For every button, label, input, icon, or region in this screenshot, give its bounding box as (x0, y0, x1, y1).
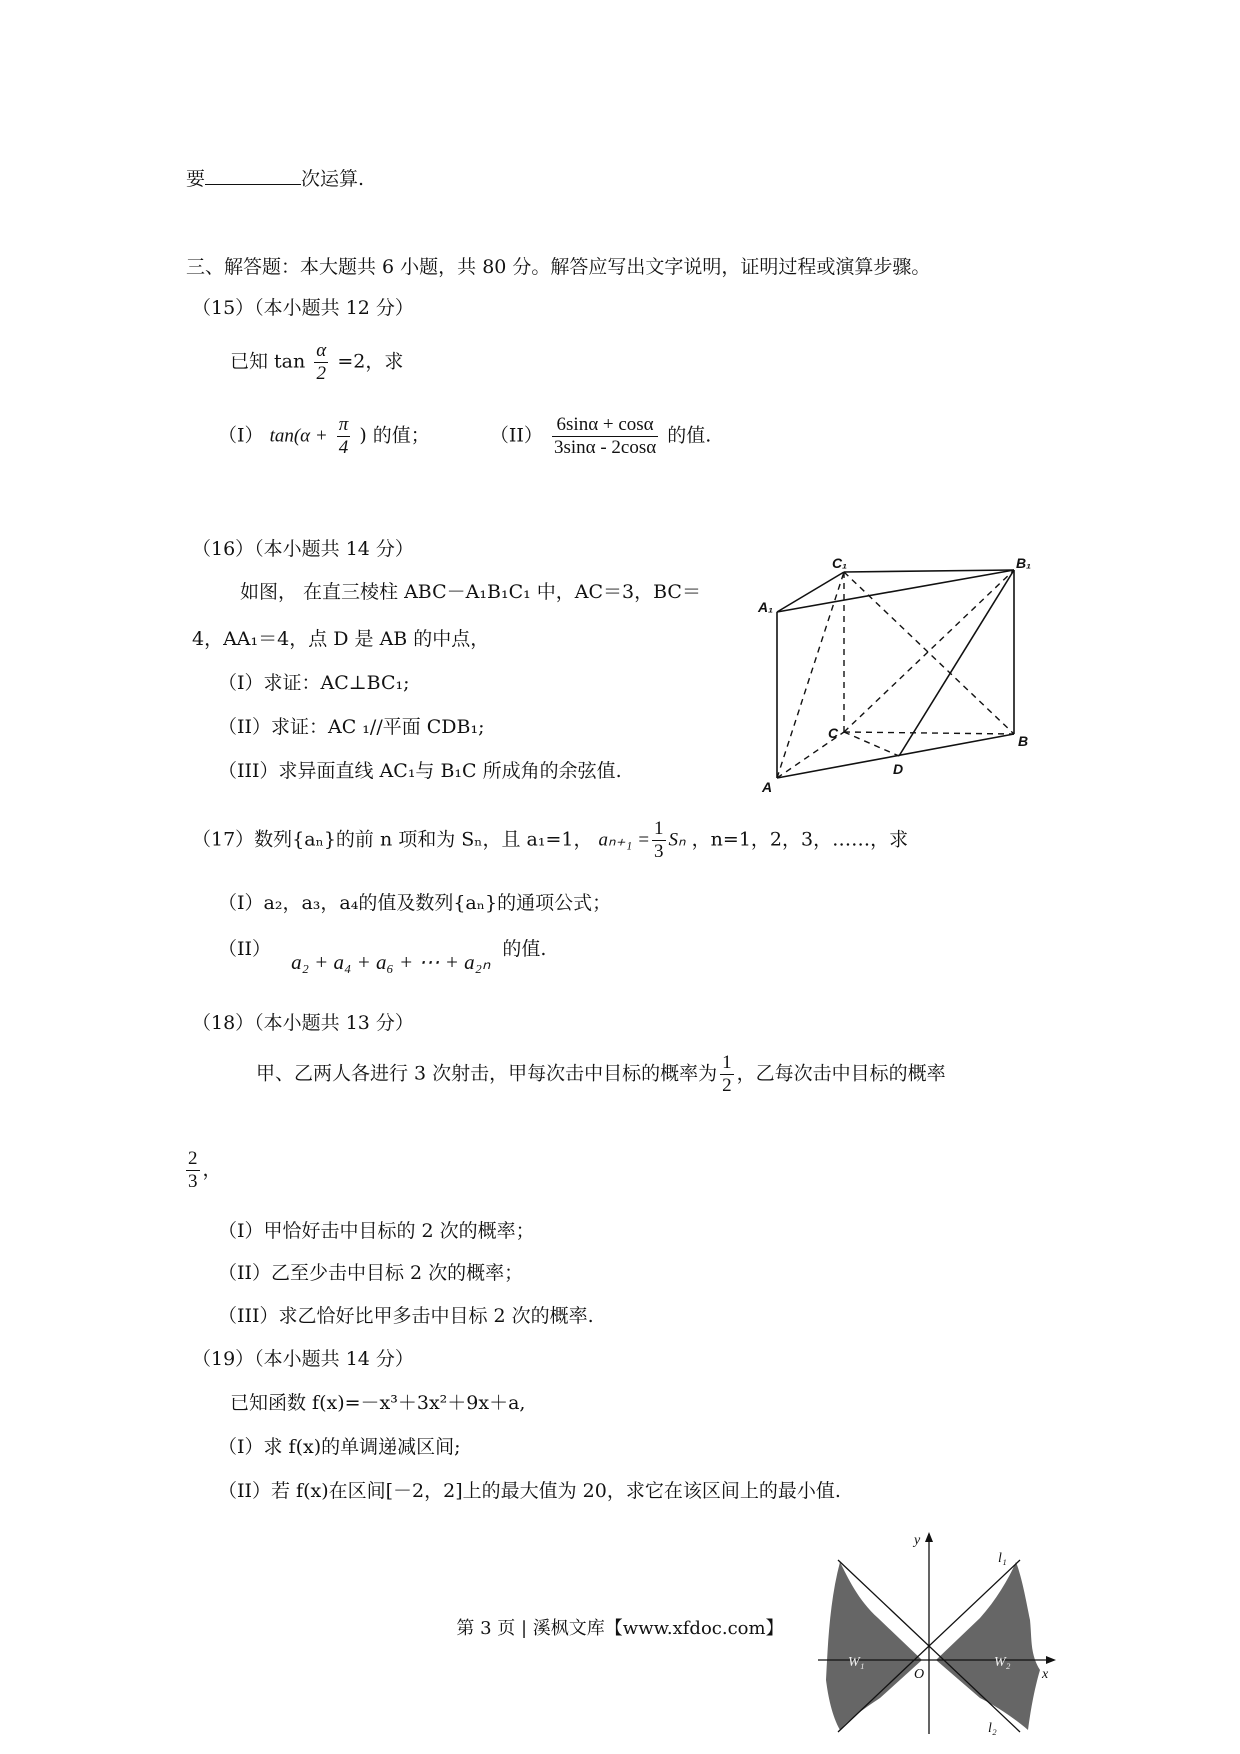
top-prefix: 要 (186, 168, 206, 190)
q17-line-pre: （17）数列{aₙ}的前 n 项和为 Sₙ，且 a₁=1， (192, 828, 593, 851)
edge-c1b1 (844, 570, 1014, 572)
q18-fraction-1 (720, 1052, 734, 1097)
q15-p2-num: 6sinα + cosα (552, 414, 658, 437)
graph-label-x: x (1042, 1667, 1049, 1682)
q18-line2 (186, 1148, 222, 1193)
q15-p2-fraction (552, 414, 658, 459)
q17-eq: = (638, 829, 650, 851)
q15-given-fraction (314, 340, 328, 385)
q15-p2-den: 3sinα - 2cosα (553, 436, 657, 458)
q17-s-sym: Sₙ (668, 829, 686, 851)
q18-line1 (256, 1052, 946, 1097)
page-footer: 第 3 页 | 溪枫文库【www.xfdoc.com】 (456, 1618, 784, 1639)
q16-line1: 如图， 在直三棱柱 ABC－A₁B₁C₁ 中，AC＝3，BC＝ (240, 581, 701, 603)
q18-f2-den: 3 (188, 1170, 198, 1192)
q18-p1: （I）甲恰好击中目标的 2 次的概率； (218, 1220, 535, 1242)
q18-f1-den: 2 (722, 1074, 732, 1096)
q16-p3: （III）求异面直线 AC₁与 B₁C 所成角的余弦值. (218, 760, 622, 782)
q18-f2-post: ， (202, 1158, 222, 1181)
graph-label-w2: W₂ (994, 1655, 1011, 1670)
q17-p2-expr: a₂ + a₄ + a₆ + ⋯ + a₂ₙ (291, 950, 491, 974)
graph-label-y: y (914, 1533, 921, 1548)
label-b1: B₁ (1016, 556, 1032, 571)
q17-p1: （I）a₂，a₃，a₄的值及数列{aₙ}的通项公式； (218, 892, 612, 914)
q18-p2: （II）乙至少击中目标 2 次的概率； (218, 1262, 524, 1284)
q15-p1-label: （I） (218, 424, 264, 447)
q17-p2-label: （II） (218, 938, 272, 960)
q19-p1: （I）求 f(x)的单调递减区间; (218, 1436, 461, 1458)
edge-cb (844, 732, 1014, 734)
q15-p1-pre: tan(α + (269, 425, 328, 447)
q18-f2-num: 2 (188, 1148, 198, 1169)
q15-parts (218, 414, 711, 459)
q18-line1-pre: 甲、乙两人各进行 3 次射击，甲每次击中目标的概率为 (256, 1062, 718, 1085)
q17-line (192, 818, 908, 863)
y-arrow-icon (925, 1532, 933, 1542)
q19-p2: （II）若 f(x)在区间[－2，2]上的最大值为 20，求它在该区间上的最小值. (218, 1480, 841, 1502)
q16-p2: （II）求证：AC ₁//平面 CDB₁; (218, 716, 485, 738)
q15-given-suffix: =2，求 (337, 350, 404, 373)
left-shaded-region (826, 1562, 925, 1730)
q17-fraction (652, 818, 666, 863)
q19-header: （19）（本小题共 14 分） (192, 1348, 414, 1370)
q18-p3: （III）求乙恰好比甲多击中目标 2 次的概率. (218, 1305, 594, 1327)
q15-p2-label: （II） (489, 424, 543, 447)
prism-figure (752, 556, 1072, 796)
top-suffix: 次运算. (301, 168, 365, 190)
label-a: A (762, 779, 773, 795)
q18-fraction-2 (186, 1148, 200, 1193)
right-shaded-region (936, 1562, 1040, 1730)
q16-line2: 4，AA₁＝4，点 D 是 AB 的中点， (192, 628, 490, 650)
q19-given: 已知函数 f(x)=－x³＋3x²＋9x＋a, (230, 1392, 526, 1414)
label-b: B (1018, 733, 1029, 749)
q15-p1-den: 4 (338, 436, 349, 458)
graph-label-l2: l₂ (988, 1721, 997, 1736)
edge-ac1 (777, 572, 844, 778)
edge-cd (844, 732, 899, 756)
q16-p1: （I）求证：AC⊥BC₁; (218, 672, 410, 694)
q15-p2-post: 的值. (667, 424, 712, 447)
q15-given-num: α (316, 340, 327, 361)
q18-line1-post: ，乙每次击中目标的概率 (736, 1062, 946, 1085)
q17-f-num: 1 (654, 818, 664, 839)
q17-p2 (218, 936, 547, 974)
graph-label-l1: l₁ (998, 1551, 1007, 1566)
section-heading: 三、解答题：本大题共 6 小题，共 80 分。解答应写出文字说明，证明过程或演算步骤。 (186, 256, 931, 278)
graph-label-o: O (914, 1667, 925, 1682)
q15-given-den: 2 (316, 362, 327, 384)
edge-c1b (844, 572, 1014, 734)
answer-blank (205, 166, 301, 185)
x-arrow-icon (1046, 1656, 1056, 1664)
q15-given (230, 340, 403, 385)
q15-given-prefix: 已知 tan (230, 350, 306, 373)
graph-label-w1: W₁ (848, 1655, 865, 1670)
q16-header: （16）（本小题共 14 分） (192, 538, 414, 560)
q15-header: （15）（本小题共 12 分） (192, 297, 414, 319)
q15-p1-fraction (337, 414, 351, 459)
q18-header: （18）（本小题共 13 分） (192, 1012, 414, 1034)
label-c1: C₁ (832, 556, 848, 571)
label-c: C (828, 725, 839, 741)
q17-line-post: ，n=1，2，3，……，求 (691, 828, 909, 851)
label-a1: A₁ (758, 599, 774, 615)
label-d: D (893, 761, 904, 777)
q15-p1-num: π (338, 414, 349, 435)
q17-p2-post: 的值. (502, 938, 547, 960)
q17-a-sym: aₙ₊₁ (598, 829, 633, 851)
q15-p1-post: ) 的值； (359, 424, 430, 447)
q18-f1-num: 1 (722, 1052, 732, 1073)
top-line (186, 166, 364, 191)
q17-f-den: 3 (654, 840, 664, 862)
